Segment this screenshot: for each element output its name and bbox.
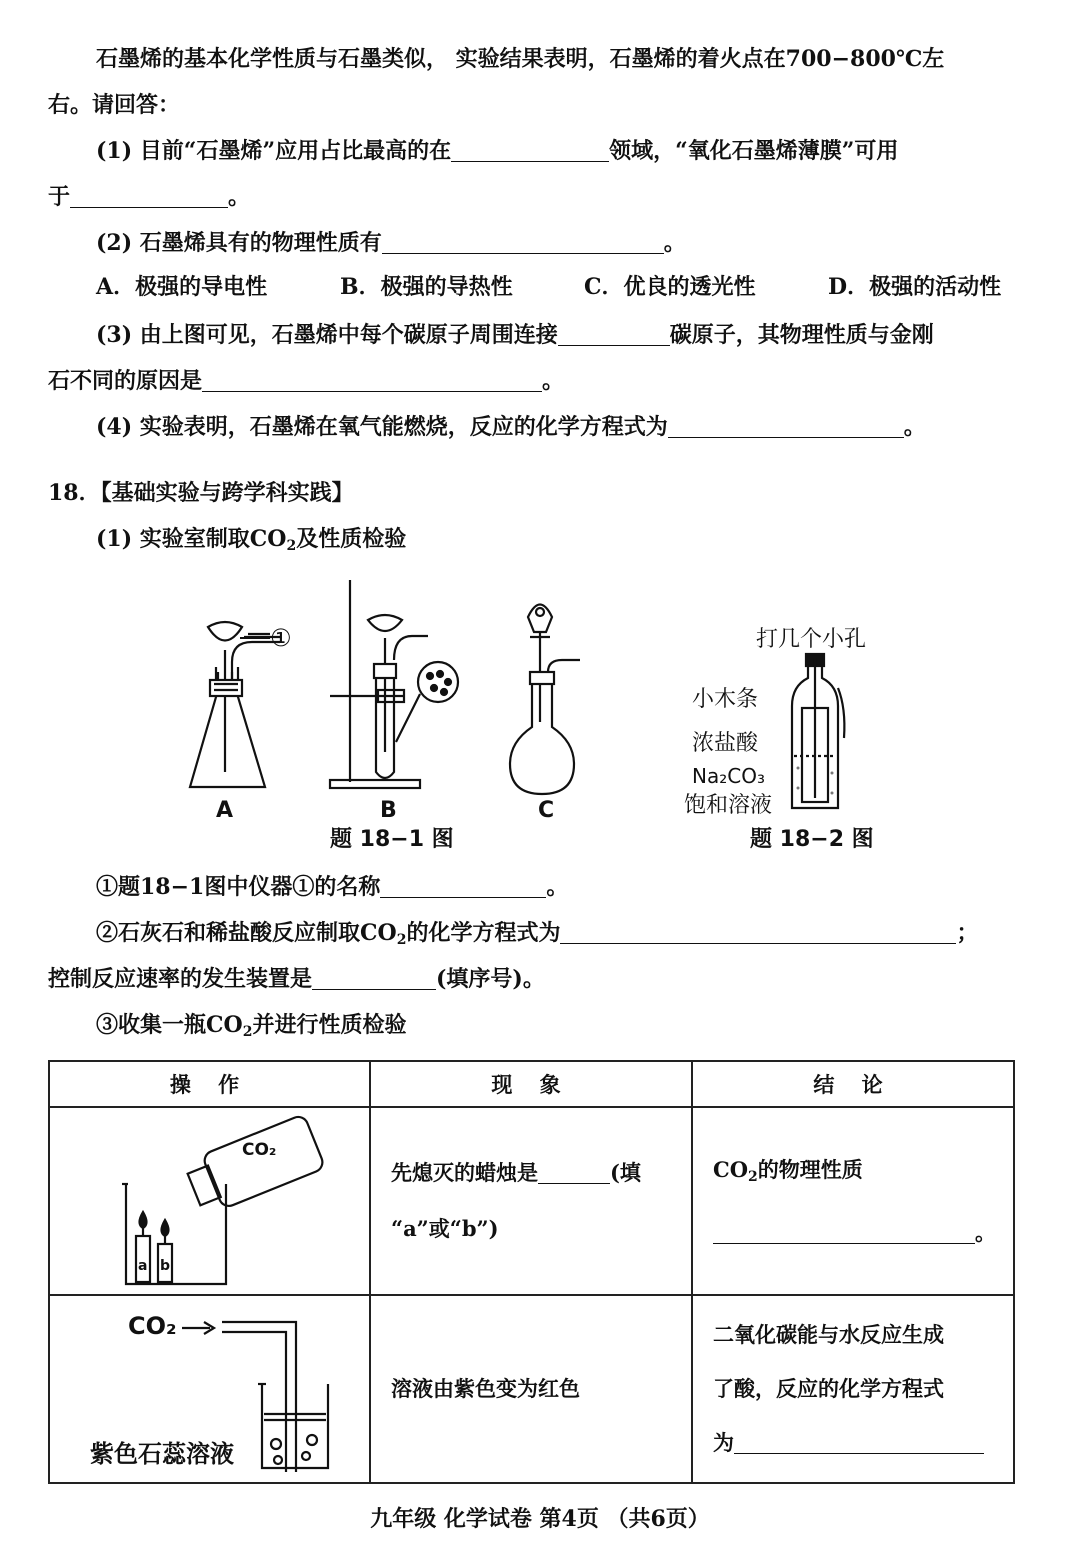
intro-line-2: 右。请回答： bbox=[48, 92, 181, 118]
q17-part4 bbox=[96, 412, 1016, 442]
q17-part3-line1 bbox=[96, 320, 1016, 350]
q18-item1-text: ①题18−1图中仪器①的名称 bbox=[96, 874, 381, 900]
q17-part4-text: (4) 实验表明，石墨烯在氧气能燃烧，反应的化学方程式为 bbox=[96, 414, 668, 440]
q17-part1-text-a: (1) 目前“石墨烯”应用占比最高的在 bbox=[96, 138, 452, 164]
subscript: 2 bbox=[286, 538, 297, 554]
q17-part3-text-a: (3) 由上图可见，石墨烯中每个碳原子周围连接 bbox=[96, 322, 558, 348]
instrument-marker: ① bbox=[270, 624, 292, 652]
q17-part3-line2 bbox=[48, 366, 1018, 396]
q17-part3-end: 。 bbox=[542, 368, 565, 394]
q17-part4-end: 。 bbox=[903, 414, 926, 440]
q18-item3-text-a: ③收集一瓶CO bbox=[96, 1012, 243, 1038]
answer-blank[interactable] bbox=[713, 1221, 975, 1244]
experiment-table bbox=[48, 1060, 1015, 1484]
q18-item2-end: ； bbox=[956, 920, 979, 946]
figure-18-2-bottle bbox=[780, 648, 850, 818]
table-row bbox=[49, 1295, 1014, 1483]
apparatus-c bbox=[510, 605, 580, 795]
label-wood-stick: 小木条 bbox=[692, 687, 759, 712]
apparatus-b bbox=[330, 580, 458, 788]
marker-leader-line bbox=[240, 636, 272, 640]
subscript: 2 bbox=[242, 1024, 253, 1040]
q18-item2-text-d: (填序号)。 bbox=[436, 966, 545, 992]
conclusion-2-text-a: 二氧化碳能与水反应生成 bbox=[713, 1322, 944, 1347]
q18-item1-end: 。 bbox=[546, 874, 569, 900]
figure-18-2-caption: 题 18−2 图 bbox=[750, 827, 874, 852]
table-header-row bbox=[49, 1061, 1014, 1107]
answer-blank[interactable] bbox=[451, 139, 609, 162]
q17-part1-line1 bbox=[96, 136, 1016, 166]
operation-cell-pour bbox=[49, 1107, 370, 1295]
q17-part1-end: 。 bbox=[228, 184, 251, 210]
answer-blank[interactable] bbox=[380, 875, 546, 898]
answer-blank[interactable] bbox=[382, 231, 664, 254]
answer-blank[interactable] bbox=[70, 185, 228, 208]
conclusion-1-text-b: 的物理性质 bbox=[757, 1156, 863, 1182]
intro-line-1: 石墨烯的基本化学性质与石墨类似， 实验结果表明，石墨烯的着火点在700−800℃左 bbox=[96, 46, 945, 72]
candle-a-label: a bbox=[138, 1258, 148, 1274]
header-operation: 操 作 bbox=[49, 1061, 370, 1107]
q18-item2-text-a: ②石灰石和稀盐酸反应制取CO bbox=[96, 920, 397, 946]
header-conclusion: 结 论 bbox=[692, 1061, 1014, 1107]
candle-b-label: b bbox=[160, 1258, 171, 1274]
label-a: A bbox=[216, 798, 234, 823]
q18-sub1-text-a: (1) 实验室制取CO bbox=[96, 526, 287, 552]
phenomenon-2-text: 溶液由紫色变为红色 bbox=[391, 1376, 580, 1401]
answer-blank[interactable] bbox=[560, 921, 956, 944]
q17-part2-text: (2) 石墨烯具有的物理性质有 bbox=[96, 230, 382, 256]
conclusion-1-text-a: CO bbox=[713, 1156, 749, 1182]
table-row bbox=[49, 1107, 1014, 1295]
figure-18-1-apparatus bbox=[180, 572, 620, 812]
co2-bottle-label: CO₂ bbox=[242, 1140, 277, 1160]
phenomenon-cell-1 bbox=[370, 1107, 692, 1295]
q17-part3-text-c: 石不同的原因是 bbox=[48, 368, 203, 394]
label-na2co3: Na₂CO₃ bbox=[692, 764, 765, 788]
label-c: C bbox=[538, 798, 555, 823]
conclusion-2-text-c: 为 bbox=[713, 1430, 734, 1455]
q18-sub1-text-b: 及性质检验 bbox=[296, 526, 407, 552]
option-d: D．极强的活动性 bbox=[828, 274, 1002, 300]
header-phenomenon: 现 象 bbox=[370, 1061, 692, 1107]
answer-blank[interactable] bbox=[668, 415, 904, 438]
label-b: B bbox=[380, 798, 397, 823]
phenomenon-1-text-a: 先熄灭的蜡烛是 bbox=[391, 1160, 538, 1185]
conclusion-2-text-b: 了酸，反应的化学方程式 bbox=[713, 1376, 944, 1401]
label-conc-hcl: 浓盐酸 bbox=[692, 731, 759, 756]
phenomenon-1-text-c: “a”或“b”) bbox=[391, 1216, 499, 1241]
option-c: C．优良的透光性 bbox=[584, 274, 756, 300]
answer-blank[interactable] bbox=[538, 1161, 610, 1184]
phenomenon-cell-2 bbox=[370, 1295, 692, 1483]
q17-part3-text-b: 碳原子，其物理性质与金刚 bbox=[669, 322, 934, 348]
litmus-solution-label: 紫色石蕊溶液 bbox=[90, 1440, 234, 1468]
q18-item1 bbox=[96, 872, 1016, 902]
q18-title: 18．【基础实验与跨学科实践】 bbox=[48, 480, 354, 506]
option-b: B．极强的导热性 bbox=[340, 274, 513, 300]
co2-inlet-label: CO₂ bbox=[128, 1312, 177, 1340]
q18-item2-line1 bbox=[96, 918, 1016, 955]
subscript: 2 bbox=[748, 1168, 758, 1185]
q17-part1-text-b: 领域，“氧化石墨烯薄膜”可用 bbox=[609, 138, 899, 164]
answer-blank[interactable] bbox=[202, 369, 542, 392]
operation-cell-bubble bbox=[49, 1295, 370, 1483]
option-a: A．极强的导电性 bbox=[96, 274, 268, 300]
answer-blank[interactable] bbox=[312, 967, 436, 990]
subscript: 2 bbox=[396, 932, 407, 948]
phenomenon-1-text-b: (填 bbox=[610, 1160, 641, 1185]
page-footer: 九年级 化学试卷 第4页 （共6页） bbox=[370, 1506, 710, 1532]
q18-item3-text-b: 并进行性质检验 bbox=[252, 1012, 407, 1038]
q17-part1-text-c: 于 bbox=[48, 184, 71, 210]
pouring-co2-illustration bbox=[50, 1108, 370, 1294]
label-small-holes: 打几个小孔 bbox=[756, 627, 867, 652]
q18-item3 bbox=[96, 1010, 1016, 1047]
conclusion-cell-1 bbox=[692, 1107, 1014, 1295]
q18-item2-text-b: 的化学方程式为 bbox=[406, 920, 561, 946]
q18-item2-text-c: 控制反应速率的发生装置是 bbox=[48, 966, 313, 992]
q17-part1-line2 bbox=[48, 182, 1018, 212]
answer-blank[interactable] bbox=[734, 1431, 984, 1454]
q17-part2-end: 。 bbox=[663, 230, 686, 256]
q18-item2-line2 bbox=[48, 964, 1018, 994]
conclusion-cell-2 bbox=[692, 1295, 1014, 1483]
answer-blank[interactable] bbox=[558, 323, 670, 346]
conclusion-1-end: 。 bbox=[975, 1219, 996, 1245]
q18-sub1 bbox=[96, 524, 1016, 561]
figure-18-1-caption: 题 18−1 图 bbox=[330, 827, 454, 852]
label-saturated-solution: 饱和溶液 bbox=[684, 793, 773, 818]
q17-part2 bbox=[96, 228, 1016, 258]
apparatus-a bbox=[190, 622, 280, 787]
